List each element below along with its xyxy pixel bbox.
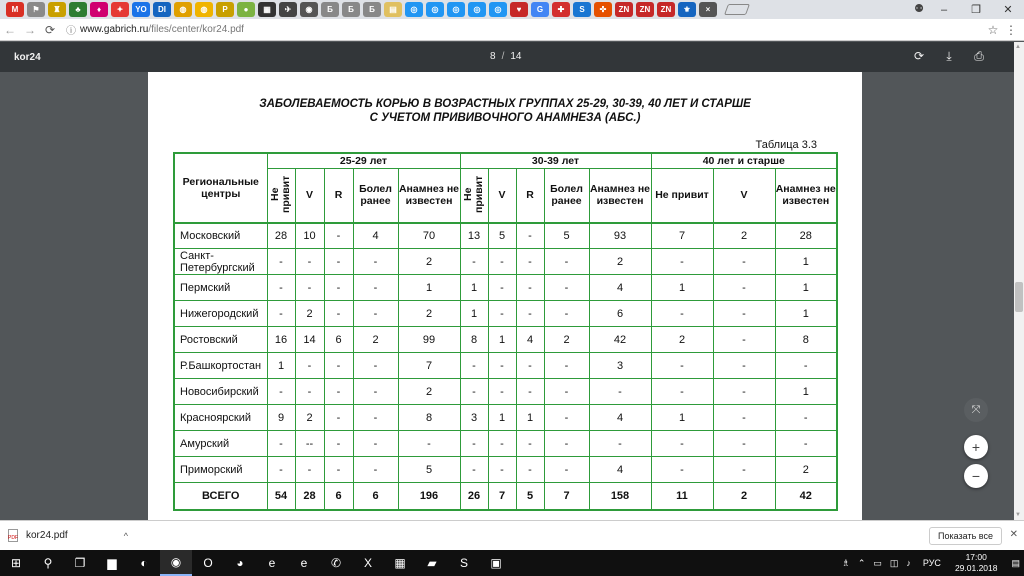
forward-button[interactable]: →: [24, 22, 36, 37]
table-cell: -: [353, 379, 398, 405]
table-cell: 7: [398, 353, 460, 379]
table-cell: -: [651, 457, 713, 483]
table-cell: 8: [775, 327, 837, 353]
scrollbar[interactable]: [1014, 42, 1024, 520]
header-not-vaccinated: [460, 168, 488, 223]
region-name: Р.Башкортостан: [174, 353, 267, 379]
document-title-line1: ЗАБОЛЕВАЕМОСТЬ КОРЬЮ В ВОЗРАСТНЫХ ГРУППАХ 25-29, 30-39, 40 ЛЕТ И СТАРШЕ: [259, 98, 751, 110]
excel-icon[interactable]: X: [363, 556, 372, 570]
total-cell: 42: [775, 483, 837, 510]
browser-tab[interactable]: ZN: [657, 2, 675, 17]
scroll-up-arrow-icon[interactable]: ▲: [1015, 44, 1021, 50]
browser-tab[interactable]: DI: [153, 2, 171, 17]
table-cell: -: [267, 379, 295, 405]
data-table: [173, 152, 838, 511]
table-cell: 1: [267, 353, 295, 379]
toolbar-actions: [984, 23, 1020, 37]
table-cell: -: [324, 405, 353, 431]
url-path: /files/center/kor24.pdf: [148, 24, 244, 35]
header-anamnesis-unknown: Анамнез не известен: [775, 168, 837, 223]
tray-icon[interactable]: ♗: [841, 557, 850, 568]
table-cell: -: [295, 379, 324, 405]
browser-tab[interactable]: M: [6, 2, 24, 17]
chevron-up-icon[interactable]: ^: [123, 530, 128, 541]
table-cell: 1: [460, 275, 488, 301]
table-cell: -: [295, 457, 324, 483]
table-cell: -: [488, 457, 516, 483]
total-label: ВСЕГО: [174, 483, 267, 510]
table-cell: -: [544, 249, 589, 275]
browser-tab[interactable]: ▤: [384, 2, 402, 17]
bookmark-star-icon[interactable]: ☆: [987, 22, 999, 37]
browser-tab[interactable]: ◍: [195, 2, 213, 17]
tray-icons: [838, 558, 915, 569]
table-cell: -: [651, 353, 713, 379]
browser-tab[interactable]: ✜: [594, 2, 612, 17]
region-name: Новосибирский: [174, 379, 267, 405]
table-cell: -: [544, 431, 589, 457]
table-number: Таблица 3.3: [755, 139, 817, 151]
table-cell: 5: [544, 223, 589, 249]
browser-tab[interactable]: ♣: [69, 2, 87, 17]
reload-button[interactable]: ⟳: [44, 22, 56, 37]
table-cell: 1: [488, 327, 516, 353]
edge-icon[interactable]: e: [268, 556, 276, 570]
table-cell: 14: [295, 327, 324, 353]
browser-tab[interactable]: ⚜: [678, 2, 696, 17]
info-icon[interactable]: ⓘ: [66, 26, 76, 37]
table-cell: 4: [353, 223, 398, 249]
table-cell: 4: [589, 275, 651, 301]
fit-to-page-button[interactable]: ⤧: [964, 398, 988, 422]
header-v: V: [713, 168, 775, 223]
table-cell: 6: [589, 301, 651, 327]
app2-icon[interactable]: ▣: [490, 556, 502, 570]
table-cell: 99: [398, 327, 460, 353]
header-anamnesis-unknown: Анамнез не известен: [398, 168, 460, 223]
taskbar: [0, 550, 1024, 576]
table-cell: 28: [775, 223, 837, 249]
table-cell: -: [295, 353, 324, 379]
total-cell: 158: [589, 483, 651, 510]
table-cell: 4: [589, 405, 651, 431]
browser-tab[interactable]: ✚: [552, 2, 570, 17]
pdf-viewer[interactable]: [0, 72, 1014, 520]
table-cell: -: [324, 275, 353, 301]
table-cell: 8: [460, 327, 488, 353]
browser-tab[interactable]: ◎: [426, 2, 444, 17]
table-cell: 1: [775, 249, 837, 275]
download-file-name: kor24.pdf: [26, 530, 68, 541]
total-cell: 11: [651, 483, 713, 510]
header-not-vaccinated: Не привит: [651, 168, 713, 223]
browser-tab[interactable]: YO: [132, 2, 150, 17]
table-cell: -: [324, 249, 353, 275]
table-cell: -: [713, 457, 775, 483]
show-all-button[interactable]: Показать все: [929, 527, 1002, 545]
search-icon[interactable]: ⚲: [43, 556, 53, 570]
region-name: Нижегородский: [174, 301, 267, 327]
table-cell: 5: [488, 223, 516, 249]
table-cell: 2: [398, 379, 460, 405]
pdf-file-icon: PDF: [8, 529, 18, 542]
table-cell: -: [516, 249, 544, 275]
table-cell: 42: [589, 327, 651, 353]
table-cell: 6: [324, 327, 353, 353]
table-cell: 1: [516, 405, 544, 431]
browser-tab[interactable]: S: [573, 2, 591, 17]
download-item[interactable]: [8, 529, 128, 542]
table-cell: 1: [460, 301, 488, 327]
table-cell: -: [589, 379, 651, 405]
browser-tab[interactable]: ◍: [174, 2, 192, 17]
header-v: V: [488, 168, 516, 223]
header-r: R: [516, 168, 544, 223]
table-cell: -: [713, 327, 775, 353]
table-cell: -: [353, 457, 398, 483]
header-not-vaccinated-text: Не привит: [462, 174, 485, 213]
clock-date: 29.01.2018: [954, 563, 998, 573]
table-cell: -: [651, 249, 713, 275]
close-downloads-icon[interactable]: ✕: [1009, 529, 1018, 540]
table-cell: -: [267, 431, 295, 457]
clock[interactable]: [955, 552, 998, 574]
table-cell: -: [267, 249, 295, 275]
download-icon[interactable]: ⤓: [946, 49, 952, 63]
pdf-page: [148, 72, 862, 520]
taskbar-icons: [0, 550, 512, 576]
table-cell: -: [267, 457, 295, 483]
table-row: [174, 301, 837, 327]
table-cell: -: [488, 249, 516, 275]
total-cell: 7: [488, 483, 516, 510]
task-view-icon[interactable]: ❐: [74, 556, 86, 570]
table-cell: -: [353, 301, 398, 327]
zoom-out-button[interactable]: −: [964, 464, 988, 488]
table-cell: -: [713, 431, 775, 457]
table-cell: 1: [775, 379, 837, 405]
table-cell: -: [713, 353, 775, 379]
region-name: Приморский: [174, 457, 267, 483]
browser-tab[interactable]: ▦: [258, 2, 276, 17]
table-cell: -: [488, 301, 516, 327]
table-cell: -: [713, 301, 775, 327]
table-cell: -: [295, 249, 324, 275]
table-cell: 93: [589, 223, 651, 249]
region-name: Санкт-Петербургский: [174, 249, 267, 275]
total-cell: 28: [295, 483, 324, 510]
calculator-icon[interactable]: ▦: [394, 556, 406, 570]
table-cell: -: [775, 405, 837, 431]
tray-icon[interactable]: ⌃: [857, 557, 866, 568]
browser-tab[interactable]: ◎: [405, 2, 423, 17]
table-cell: -: [516, 379, 544, 405]
table-cell: -: [544, 301, 589, 327]
table-cell: -: [324, 379, 353, 405]
table-cell: -: [544, 457, 589, 483]
zoom-in-button[interactable]: +: [964, 435, 988, 459]
table-cell: 1: [488, 405, 516, 431]
browser-tab[interactable]: ZN: [636, 2, 654, 17]
table-cell: 2: [295, 405, 324, 431]
page-indicator: [490, 51, 521, 62]
table-row: [174, 353, 837, 379]
table-cell: 8: [398, 405, 460, 431]
table-cell: 3: [589, 353, 651, 379]
browser-tab[interactable]: ♦: [90, 2, 108, 17]
table-cell: -: [775, 353, 837, 379]
region-name: Московский: [174, 223, 267, 249]
table-cell: -: [516, 223, 544, 249]
table-cell: -: [295, 275, 324, 301]
browser-tab[interactable]: ◉: [300, 2, 318, 17]
table-cell: -: [544, 353, 589, 379]
total-cell: 2: [713, 483, 775, 510]
table-cell: 4: [516, 327, 544, 353]
table-row: [174, 327, 837, 353]
browser-tab[interactable]: ⚑: [27, 2, 45, 17]
back-button[interactable]: ←: [4, 22, 16, 37]
app-green-icon[interactable]: ◐: [140, 556, 148, 570]
table-cell: 2: [398, 249, 460, 275]
browser-tab[interactable]: ♥: [510, 2, 528, 17]
browser-tab[interactable]: ✦: [111, 2, 129, 17]
table-cell: -: [651, 379, 713, 405]
total-cell: 54: [267, 483, 295, 510]
table-cell: --: [295, 431, 324, 457]
table-cell: -: [488, 431, 516, 457]
table-cell: 7: [651, 223, 713, 249]
tab-strip: [0, 0, 1024, 19]
group-header-40-plus: 40 лет и старше: [651, 153, 837, 168]
total-row: [174, 483, 837, 510]
pdf-toolbar: [0, 42, 1024, 72]
address-bar[interactable]: [66, 20, 984, 40]
table-cell: -: [713, 405, 775, 431]
table-cell: 1: [775, 275, 837, 301]
header-anamnesis-unknown: Анамнез не известен: [589, 168, 651, 223]
header-not-vaccinated: [267, 168, 295, 223]
system-tray: [834, 550, 1024, 576]
table-cell: -: [516, 353, 544, 379]
tray-icon[interactable]: ◫: [889, 557, 899, 568]
opera-icon[interactable]: O: [203, 556, 213, 570]
browser-tab[interactable]: ●: [237, 2, 255, 17]
rotate-icon[interactable]: ⟳: [913, 49, 925, 63]
pdf-title: kor24: [14, 51, 41, 63]
region-name: Красноярский: [174, 405, 267, 431]
browser-tab[interactable]: Б: [321, 2, 339, 17]
language-indicator[interactable]: РУС: [922, 558, 941, 568]
total-cell: 5: [516, 483, 544, 510]
header-v: V: [295, 168, 324, 223]
table-cell: -: [516, 431, 544, 457]
table-row: [174, 379, 837, 405]
browser-tab[interactable]: Б: [363, 2, 381, 17]
table-cell: -: [460, 249, 488, 275]
table-row: [174, 249, 837, 275]
table-row: [174, 275, 837, 301]
header-was-ill: Болел ранее: [353, 168, 398, 223]
table-cell: -: [353, 275, 398, 301]
table-cell: -: [353, 431, 398, 457]
table-cell: -: [713, 275, 775, 301]
table-cell: 70: [398, 223, 460, 249]
region-name: Амурский: [174, 431, 267, 457]
document-title-line2: С УЧЕТОМ ПРИВИВОЧНОГО АНАМНЕЗА (АБС.): [369, 112, 641, 124]
table-cell: 2: [544, 327, 589, 353]
browser-tab[interactable]: ×: [699, 2, 717, 17]
browser-tab[interactable]: ◎: [447, 2, 465, 17]
header-r: R: [324, 168, 353, 223]
browser-tab[interactable]: ✈: [279, 2, 297, 17]
table-cell: 2: [713, 223, 775, 249]
table-cell: -: [353, 353, 398, 379]
browser-tab[interactable]: ◎: [489, 2, 507, 17]
table-cell: -: [324, 353, 353, 379]
start-icon[interactable]: ⊞: [10, 556, 22, 570]
menu-icon[interactable]: ⋮: [1005, 22, 1017, 37]
browser-tab[interactable]: ZN: [615, 2, 633, 17]
table-cell: -: [267, 275, 295, 301]
page-separator: /: [501, 51, 505, 62]
table-cell: -: [516, 457, 544, 483]
scroll-down-arrow-icon[interactable]: ▼: [1015, 512, 1021, 518]
table-cell: 1: [775, 301, 837, 327]
total-cell: 6: [324, 483, 353, 510]
scrollbar-thumb[interactable]: [1015, 282, 1023, 312]
table-cell: 1: [651, 405, 713, 431]
browser-tab[interactable]: G: [531, 2, 549, 17]
table-row: [174, 457, 837, 483]
tabs: [0, 0, 748, 19]
total-pages: 14: [510, 51, 522, 62]
table-cell: -: [488, 353, 516, 379]
table-cell: 16: [267, 327, 295, 353]
table-cell: 5: [398, 457, 460, 483]
group-header-30-39: 30-39 лет: [460, 153, 651, 168]
region-name: Пермский: [174, 275, 267, 301]
app-icon[interactable]: ▰: [427, 556, 437, 570]
table-cell: 2: [295, 301, 324, 327]
table-cell: -: [324, 431, 353, 457]
viber-icon[interactable]: ✆: [330, 556, 342, 570]
table-cell: -: [324, 301, 353, 327]
table-cell: -: [713, 379, 775, 405]
table-row: [174, 431, 837, 457]
clock-time: 17:00: [965, 552, 987, 562]
total-cell: 6: [353, 483, 398, 510]
table-cell: -: [324, 457, 353, 483]
edge-alt-icon[interactable]: e: [300, 556, 308, 570]
table-cell: -: [544, 379, 589, 405]
chrome-icon[interactable]: ◉: [160, 550, 192, 576]
table-cell: -: [544, 275, 589, 301]
total-cell: 196: [398, 483, 460, 510]
table-cell: 2: [589, 249, 651, 275]
firefox-icon[interactable]: ◕: [236, 556, 244, 570]
table-cell: -: [651, 431, 713, 457]
table-row: [174, 405, 837, 431]
profile-icon[interactable]: ⚉: [914, 3, 924, 15]
browser-tab[interactable]: ◎: [468, 2, 486, 17]
table-cell: -: [488, 275, 516, 301]
browser-tab[interactable]: ♜: [48, 2, 66, 17]
url-host: www.gabrich.ru: [80, 24, 149, 35]
table-cell: 1: [398, 275, 460, 301]
table-cell: 3: [460, 405, 488, 431]
table-cell: -: [460, 353, 488, 379]
downloads-bar: [0, 520, 1024, 550]
table-body: [174, 223, 837, 510]
table-cell: -: [398, 431, 460, 457]
table-row: [174, 223, 837, 249]
minimize-button[interactable]: –: [940, 3, 948, 16]
maximize-button[interactable]: ❐: [971, 4, 981, 16]
table-cell: 2: [353, 327, 398, 353]
group-header-25-29: 25-29 лет: [267, 153, 460, 168]
notification-icon[interactable]: ▤: [1011, 557, 1020, 568]
table-cell: 10: [295, 223, 324, 249]
table-cell: -: [460, 457, 488, 483]
table-cell: -: [460, 431, 488, 457]
table-cell: 2: [398, 301, 460, 327]
total-cell: 26: [460, 483, 488, 510]
table-cell: -: [516, 301, 544, 327]
browser-toolbar: [0, 19, 1024, 41]
browser-tab[interactable]: P: [216, 2, 234, 17]
table-cell: -: [544, 405, 589, 431]
table-cell: -: [353, 405, 398, 431]
new-tab-button[interactable]: [724, 4, 750, 15]
region-name: Ростовский: [174, 327, 267, 353]
table-cell: -: [324, 223, 353, 249]
header-region: Региональные центры: [174, 153, 267, 223]
explorer-icon[interactable]: ▆: [107, 556, 117, 570]
total-cell: 7: [544, 483, 589, 510]
header-not-vaccinated-text: Не привит: [269, 174, 292, 213]
table-cell: 2: [775, 457, 837, 483]
skype-icon[interactable]: S: [459, 556, 468, 570]
pdf-actions: [904, 49, 994, 64]
print-icon[interactable]: ⎙: [974, 49, 984, 63]
tray-icon[interactable]: ♪: [906, 557, 911, 568]
browser-tab[interactable]: Б: [342, 2, 360, 17]
table-cell: 28: [267, 223, 295, 249]
table-cell: -: [460, 379, 488, 405]
table-cell: 4: [589, 457, 651, 483]
table-cell: -: [713, 249, 775, 275]
table-cell: -: [353, 249, 398, 275]
table-cell: -: [775, 431, 837, 457]
table-cell: 9: [267, 405, 295, 431]
table-cell: -: [267, 301, 295, 327]
table-cell: 13: [460, 223, 488, 249]
table-cell: -: [516, 275, 544, 301]
table-cell: -: [589, 431, 651, 457]
close-window-button[interactable]: ✕: [1003, 4, 1013, 16]
current-page[interactable]: 8: [490, 51, 496, 62]
table-cell: 2: [651, 327, 713, 353]
header-was-ill: Болел ранее: [544, 168, 589, 223]
tray-icon[interactable]: ▭: [873, 557, 882, 568]
table-cell: 1: [651, 275, 713, 301]
window-controls: [928, 0, 1024, 19]
table-cell: -: [488, 379, 516, 405]
table-cell: -: [651, 301, 713, 327]
